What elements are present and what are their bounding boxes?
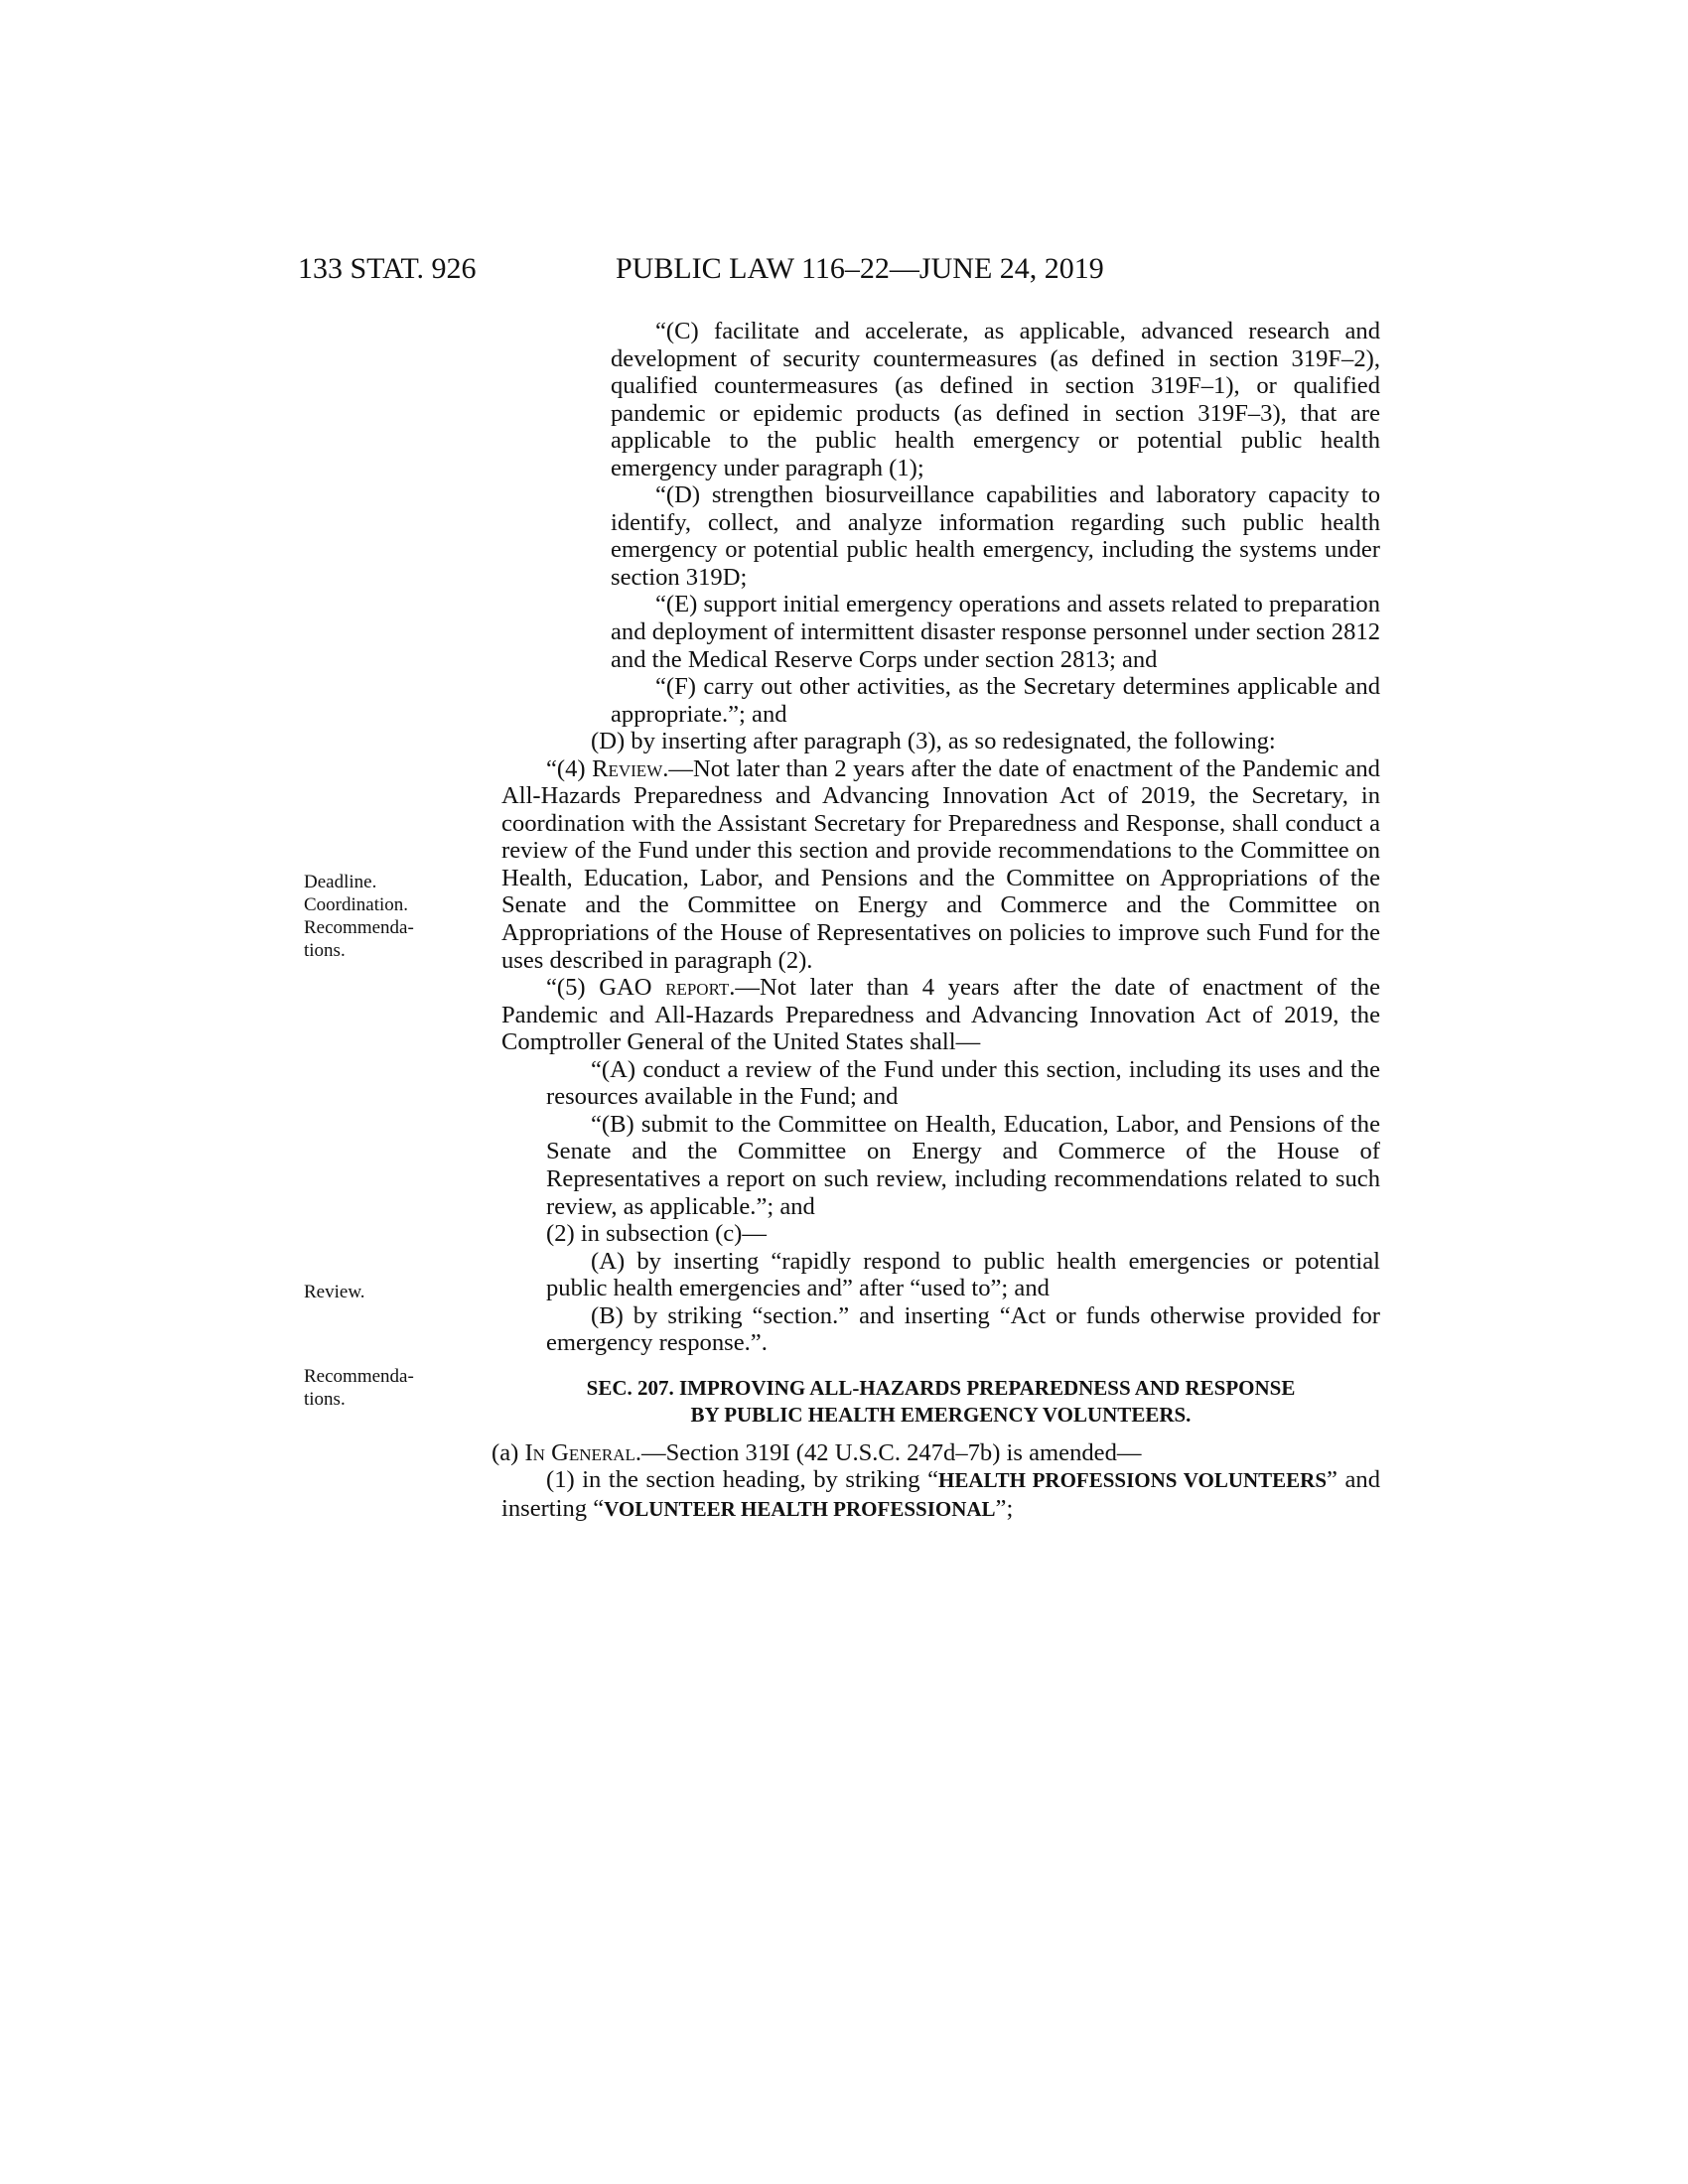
subsection-a	[447, 1439, 1380, 1467]
margin-note-line: tions.	[304, 940, 346, 961]
paragraph-heading: In General	[524, 1438, 635, 1466]
amendment-2: (2) in subsection (c)—	[546, 1220, 767, 1248]
subsection-a-1	[501, 1466, 1380, 1523]
section-heading-line: SEC. 207. IMPROVING ALL-HAZARDS PREPAREDNESS AND RESPONSE	[586, 1375, 1296, 1400]
margin-note-line: Deadline.	[304, 872, 377, 892]
paragraph-5-gao-report	[501, 974, 1380, 1056]
section-207-heading	[501, 1375, 1380, 1430]
running-header-title: PUBLIC LAW 116–22—JUNE 24, 2019	[616, 252, 1104, 285]
paragraph-text: .—Not later than 4 years after the date of enactment of the Pandemic and All-Hazards Preparedness and Advancing Innovation Act of 2019, the Comptroller General of the United States shall—	[501, 974, 1380, 1056]
paragraph-e: “(E) support initial emergency operations and assets related to preparation and deployment of intermittent disaster response personnel under section 2812 and the Medical Reserve Corps under section 2813; and	[611, 591, 1380, 673]
paragraph-number: “(4)	[546, 754, 593, 782]
paragraph-heading: Review	[592, 754, 663, 782]
amendment-2-b: (B) by striking “section.” and inserting “Act or funds otherwise provided for emergency response.”.	[546, 1301, 1380, 1357]
margin-note-line: Review.	[304, 1282, 365, 1302]
amendment-2-a: (A) by inserting “rapidly respond to public health emergencies or potential public health emergencies and” after “used to”; and	[546, 1247, 1380, 1302]
paragraph-4-review	[501, 755, 1380, 974]
subparagraph-a: “(A) conduct a review of the Fund under this section, including its uses and the resources available in the Fund; and	[546, 1055, 1380, 1111]
margin-note-line: Coordination.	[304, 894, 409, 915]
paragraph-number: (a)	[492, 1438, 525, 1466]
paragraph-text: .—Not later than 2 years after the date of enactment of the Pandemic and All-Hazards Preparedness and Advancing Innovation Act of 2019, the Secretary, in coordination with the Assistant Secretary for Preparedness and Response, shall conduct a review of the Fund under this section and provide recommendations to the Committee on Health, Education, Labor, and Pensions and the Committee on Appropriations of the Senate and the Committee on Energy and Commerce and the Committee on Appropriations of the House of Representatives on policies to improve such Fund for the uses described in paragraph (2).	[501, 754, 1380, 974]
margin-note-line: Recommenda-	[304, 1366, 414, 1387]
margin-note-deadline	[304, 871, 414, 962]
amendment-d: (D) by inserting after paragraph (3), as so redesignated, the following:	[591, 728, 1276, 755]
section-heading-line: BY PUBLIC HEALTH EMERGENCY VOLUNTEERS.	[690, 1403, 1192, 1428]
paragraph-c: “(C) facilitate and accelerate, as applicable, advanced research and development of security countermeasures (as defined in section 319F–2), qualified countermeasures (as defined in section 319F–1), or qualified pandemic or epidemic products (as defined in section 319F–3), that are applicable to the public health emergency or potential public health emergency under paragraph (1);	[611, 318, 1380, 481]
paragraph-f: “(F) carry out other activities, as the Secretary determines applicable and appropriate.”; and	[611, 673, 1380, 728]
statute-page-number: 133 STAT. 926	[298, 252, 477, 285]
paragraph-text: ”;	[995, 1494, 1014, 1522]
paragraph-text: ” and inserting “	[501, 1466, 1381, 1522]
margin-note-recommendations	[304, 1365, 414, 1411]
paragraph-number: “(5) GAO	[546, 974, 666, 1002]
margin-note-line: tions.	[304, 1389, 346, 1410]
paragraph-heading: report	[665, 974, 730, 1002]
struck-heading: HEALTH PROFESSIONS VOLUNTEERS	[938, 1468, 1328, 1493]
inserted-heading: VOLUNTEER HEALTH PROFESSIONAL	[604, 1496, 996, 1521]
statute-body	[492, 318, 1381, 1523]
margin-note-review	[304, 1281, 365, 1303]
paragraph-d: “(D) strengthen biosurveillance capabilities and laboratory capacity to identify, collect, and analyze information regarding such public health emergency or potential public health emergency, including the systems under section 319D;	[611, 481, 1380, 591]
paragraph-text: (1) in the section heading, by striking “	[546, 1466, 939, 1494]
margin-note-line: Recommenda-	[304, 917, 414, 938]
paragraph-text: .—Section 319I (42 U.S.C. 247d–7b) is amended—	[634, 1438, 1142, 1466]
subparagraph-b: “(B) submit to the Committee on Health, Education, Labor, and Pensions of the Senate and the Committee on Energy and Commerce of the House of Representatives a report on such review, including recommendations related to such review, as applicable.”; and	[546, 1110, 1380, 1220]
